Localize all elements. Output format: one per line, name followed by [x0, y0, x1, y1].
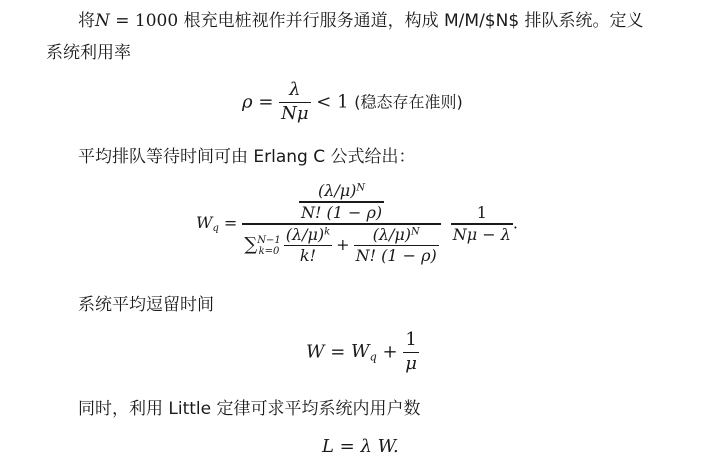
- text-erlang: 平均排队等待时间可由 Erlang C 公式给出：: [78, 147, 416, 167]
- w-fraction: [403, 330, 419, 375]
- wq-top-fraction: [299, 182, 384, 222]
- queue-model: M/M/$N$: [444, 11, 520, 31]
- wq-top-num-sup: N: [356, 182, 366, 194]
- rho-note: (稳态存在准则): [354, 92, 463, 112]
- wq-sum: [244, 226, 438, 266]
- sum-num-sup: k: [324, 226, 331, 238]
- paragraph-line-2: [46, 42, 131, 64]
- l-equation-text: L = λ W.: [322, 436, 399, 457]
- wq-main-denominator: [242, 226, 440, 266]
- wq-equals: =: [218, 213, 243, 233]
- wq-top-den: N! (1 − ρ): [300, 202, 383, 222]
- w-wq-base: W: [351, 341, 370, 363]
- wq-lhs-w: W: [196, 213, 213, 233]
- wq-lhs-sub: q: [212, 223, 219, 235]
- math-equals-value: = 1000: [109, 11, 184, 31]
- rho-relation: < 1: [310, 91, 355, 113]
- wq-top-num-base: (λ/μ): [318, 181, 357, 200]
- rho-numerator: λ: [289, 79, 301, 100]
- wq-main-fraction: [242, 182, 440, 266]
- wq-period: .: [512, 213, 518, 233]
- wq-b-fraction: [354, 226, 439, 266]
- math-var-n: N: [95, 11, 110, 31]
- paragraph-erlang: [78, 146, 416, 168]
- rho-symbol: ρ: [242, 91, 253, 113]
- text-utilization: 系统利用率: [46, 43, 131, 63]
- equation-rho: [242, 80, 463, 125]
- w-plus: +: [376, 341, 404, 363]
- w-den: μ: [405, 353, 417, 375]
- wq-right-num: 1: [476, 202, 487, 222]
- wq-plus: +: [336, 235, 350, 255]
- rho-denominator: Nμ: [281, 103, 309, 125]
- equation-l: [322, 436, 399, 457]
- sum-fraction: [284, 226, 332, 266]
- paragraph-sojourn: [78, 294, 214, 316]
- wq-right-den: Nμ − λ: [452, 224, 511, 244]
- wq-b-den: N! (1 − ρ): [355, 246, 437, 266]
- paragraph-little: [78, 398, 421, 420]
- sum-den: k!: [299, 246, 317, 266]
- w-equals: =: [324, 341, 352, 363]
- text-sojourn: 系统平均逗留时间: [78, 295, 214, 315]
- wq-b-num-sup: N: [411, 226, 420, 238]
- w-wq-sub: q: [369, 350, 377, 364]
- sum-symbol: ∑: [244, 234, 258, 256]
- sum-num-base: (λ/μ): [285, 224, 325, 244]
- w-num: 1: [405, 329, 417, 350]
- w-wq: [351, 341, 377, 362]
- wq-lhs: [196, 213, 219, 235]
- equation-wq: [196, 182, 518, 266]
- equation-w: [306, 330, 419, 375]
- text-prefix: 将: [78, 11, 95, 31]
- rho-equals: =: [252, 91, 280, 113]
- text-after: 根充电桩视作并行服务通道，构成: [183, 11, 445, 31]
- sum-upper: N−1: [257, 234, 281, 246]
- wq-b-num: [371, 226, 422, 244]
- sum-lower: k=0: [258, 245, 280, 257]
- text-little: 同时，利用 Little 定律可求平均系统内用户数: [78, 399, 421, 419]
- wq-main-numerator: [297, 182, 386, 222]
- text-end: 排队系统。定义: [519, 11, 644, 31]
- sum-limits: [257, 235, 281, 257]
- rho-fraction: [279, 80, 310, 125]
- wq-right-fraction: [451, 204, 513, 244]
- wq-b-num-base: (λ/μ): [372, 224, 412, 244]
- sum-num: [284, 226, 332, 244]
- w-lhs: W: [306, 341, 325, 363]
- wq-top-num: [316, 182, 367, 200]
- paragraph-line-1: [78, 10, 644, 32]
